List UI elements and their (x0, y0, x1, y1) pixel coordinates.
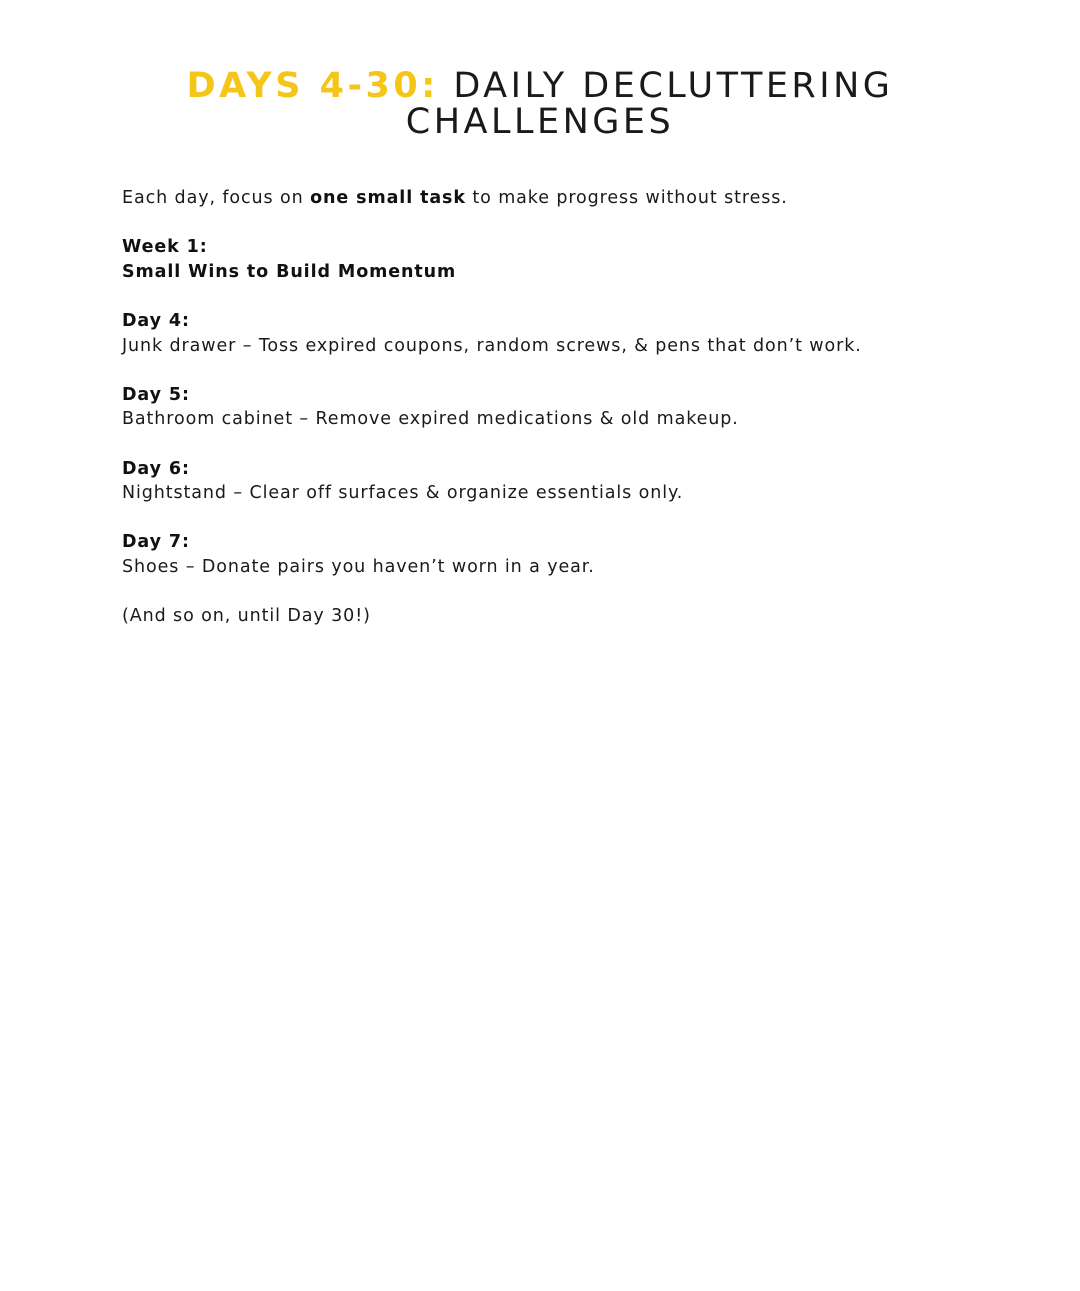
week-heading: Week 1: (122, 237, 208, 258)
title-main: DAILY DECLUTTERING CHALLENGES (405, 66, 894, 142)
day-label: Day 7: (122, 532, 190, 553)
day-task: Shoes – Donate pairs you haven’t worn in a year. (122, 556, 595, 577)
intro-emphasis: one small task (310, 188, 466, 208)
week-section-heading (122, 235, 962, 284)
day-task: Junk drawer – Toss expired coupons, random screws, & pens that don’t work. (122, 335, 862, 356)
week-subheading: Small Wins to Build Momentum (122, 261, 457, 282)
day-label: Day 6: (122, 458, 190, 479)
intro-text-before: Each day, focus on (122, 188, 311, 208)
page-title (140, 68, 940, 140)
intro-text-after: to make progress without stress. (465, 188, 788, 208)
day-task: Bathroom cabinet – Remove expired medications & old makeup. (122, 409, 739, 430)
day-label: Day 5: (122, 384, 190, 405)
day-entry (122, 383, 962, 432)
day-entry (122, 530, 962, 579)
closing-note: (And so on, until Day 30!) (122, 606, 371, 627)
intro-paragraph (122, 186, 962, 211)
day-entry (122, 457, 962, 506)
content-body (122, 186, 962, 653)
day-entry (122, 309, 962, 358)
day-label: Day 4: (122, 310, 190, 331)
title-accent: DAYS 4-30: (186, 66, 439, 106)
day-task: Nightstand – Clear off surfaces & organize essentials only. (122, 483, 684, 504)
